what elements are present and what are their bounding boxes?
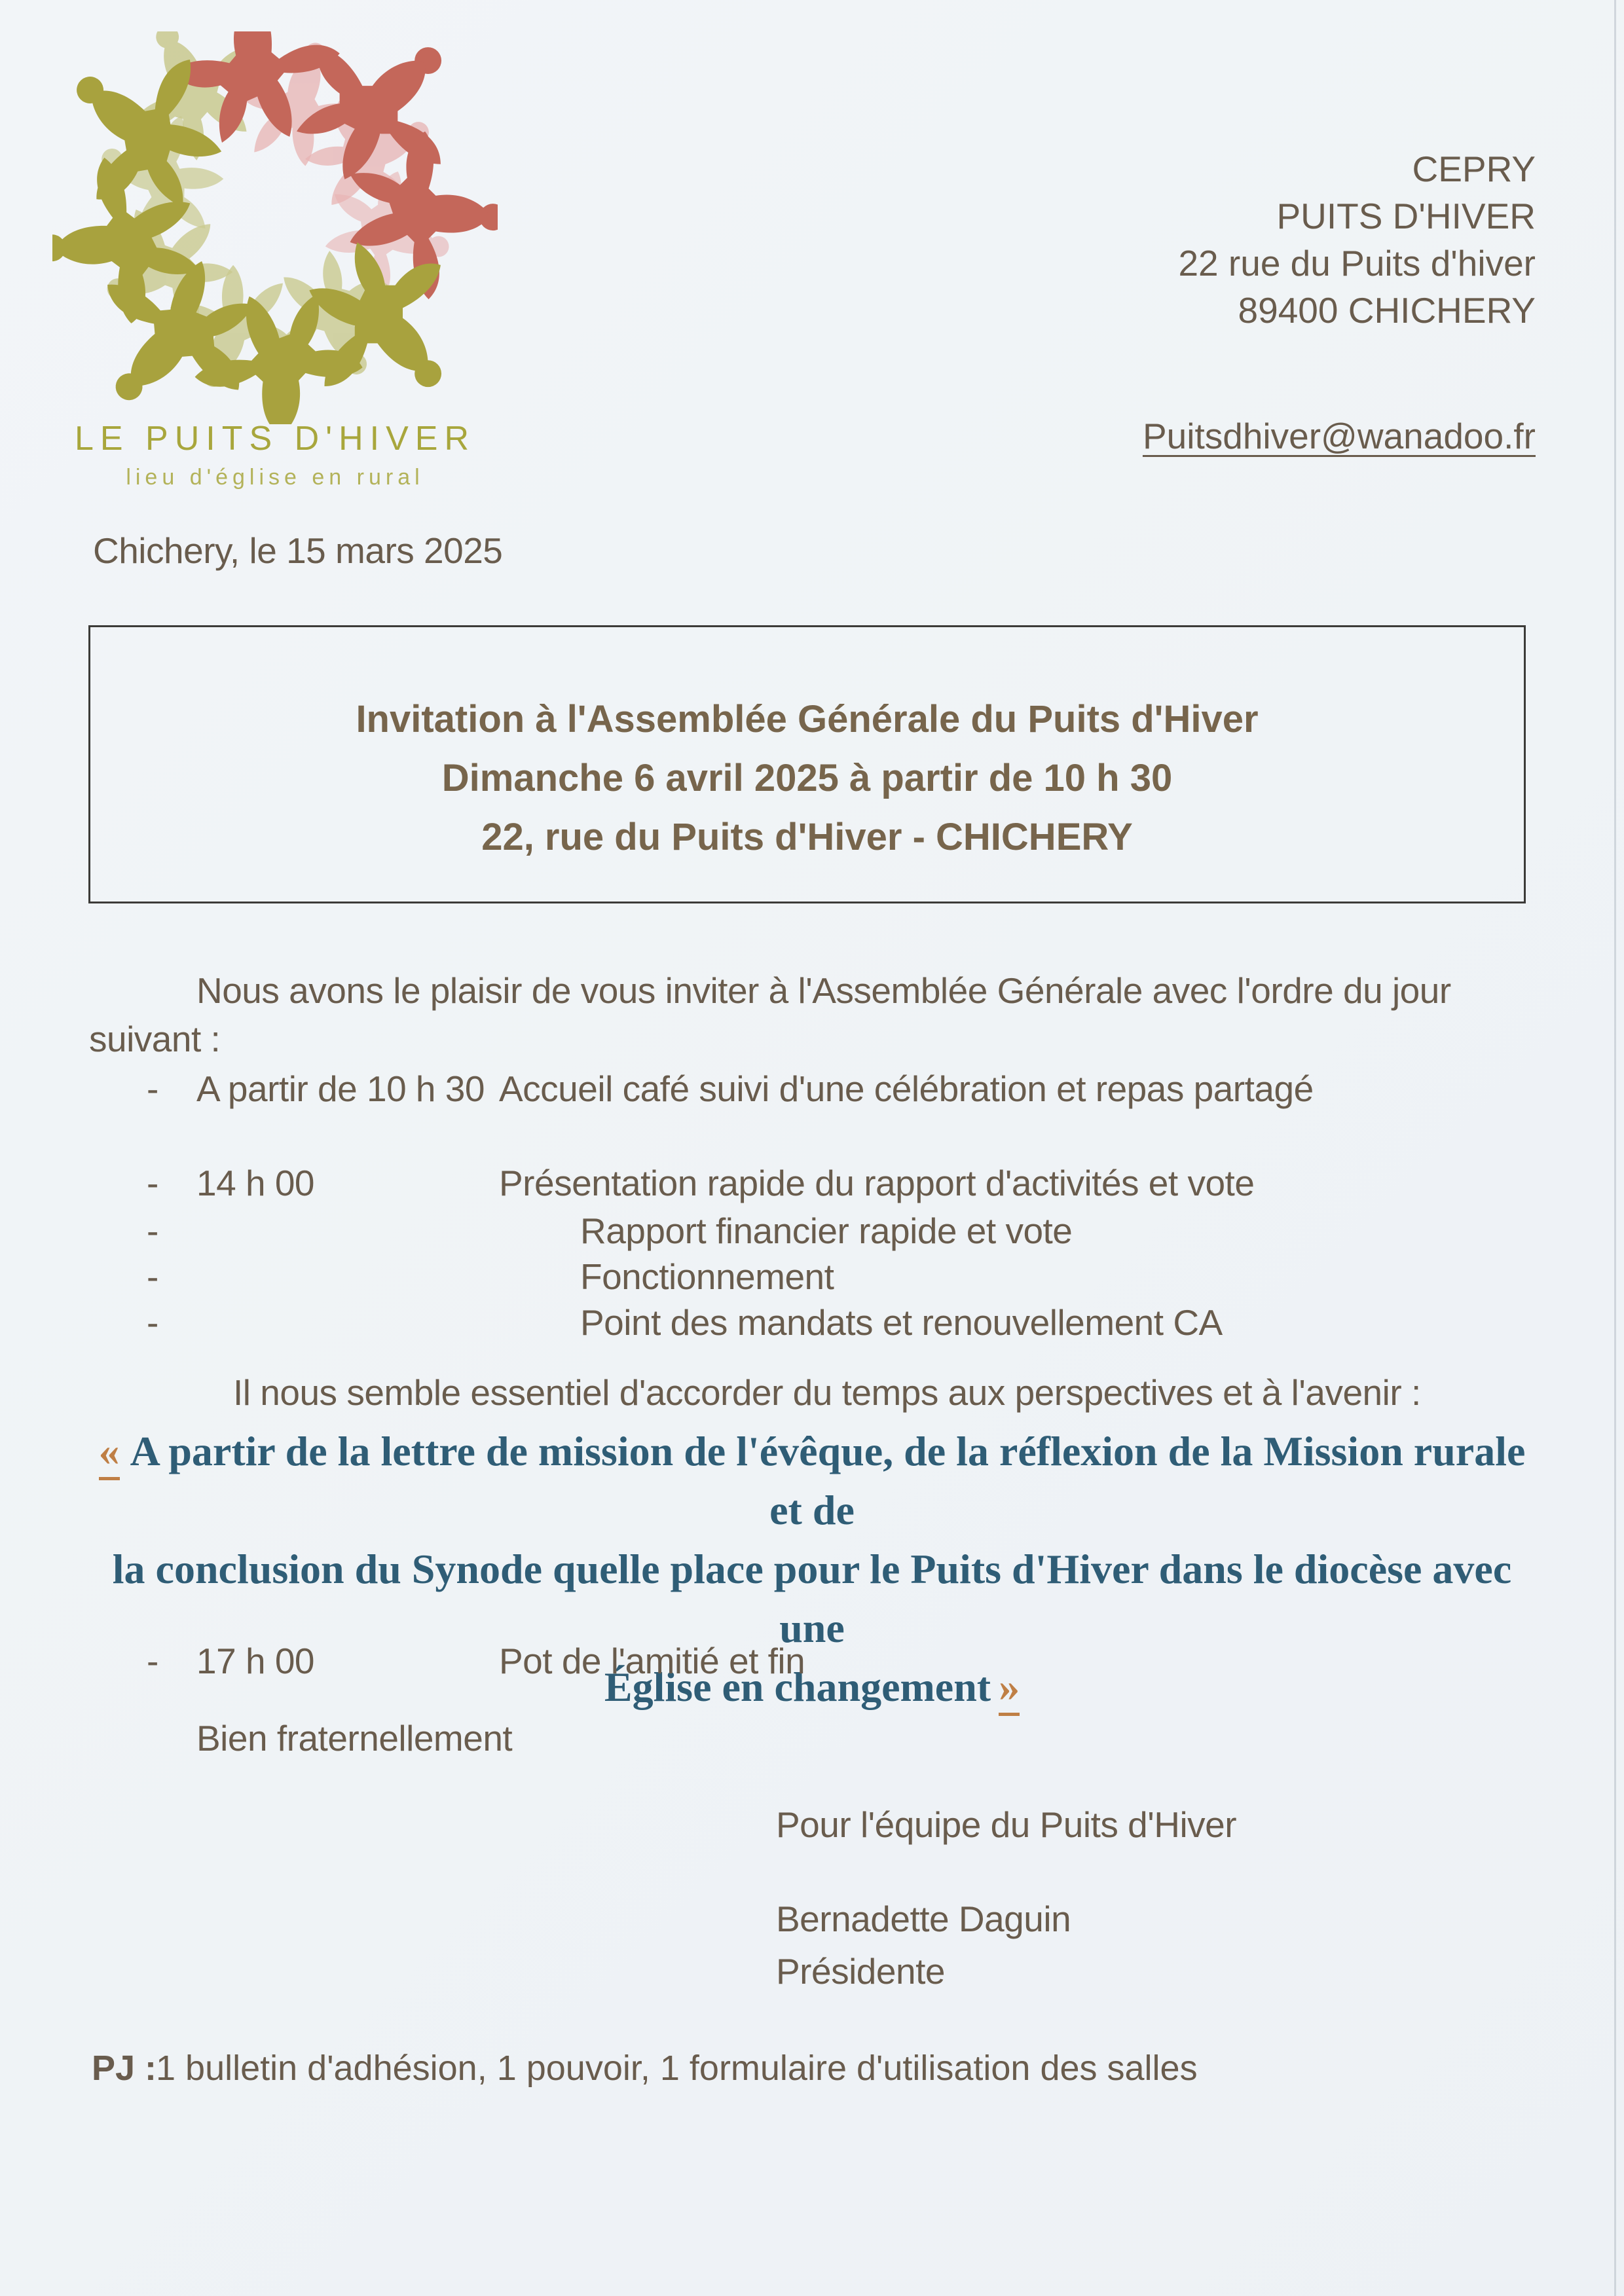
sender-city: 89400 CHICHERY <box>1238 290 1536 331</box>
sender-email: Puitsdhiver@wanadoo.fr <box>1142 416 1536 456</box>
closing-salutation: Bien fraternellement <box>196 1718 513 1758</box>
logo-block <box>52 31 498 490</box>
bullet-dash: - <box>147 1256 158 1297</box>
quote-line-1: « A partir de la lettre de mission de l'évêque, de la réflexion de la Mission rurale et de <box>98 1428 1526 1533</box>
intro-line-2: suivant : <box>89 1019 221 1059</box>
attachments-text: 1 bulletin d'adhésion, 1 pouvoir, 1 formulaire d'utilisation des salles <box>156 2049 1198 2088</box>
agenda-desc: Présentation rapide du rapport d'activités et vote <box>499 1163 1255 1203</box>
dateline: Chichery, le 15 mars 2025 <box>93 530 503 571</box>
agenda-time: 17 h 00 <box>196 1641 315 1681</box>
bullet-dash: - <box>147 1068 158 1109</box>
sender-street: 22 rue du Puits d'hiver <box>1178 243 1536 283</box>
sender-org: CEPRY <box>1412 149 1536 189</box>
agenda-desc: Pot de l'amitié et fin <box>499 1641 805 1681</box>
quote-line-2: la conclusion du Synode quelle place pour le Puits d'Hiver dans le diocèse avec une <box>112 1546 1512 1651</box>
invitation-address: 22, rue du Puits d'Hiver - CHICHERY <box>481 816 1133 858</box>
sender-address-block <box>1178 145 1536 334</box>
signature-team: Pour l'équipe du Puits d'Hiver <box>776 1804 1237 1845</box>
signature-name: Bernadette Daguin <box>776 1899 1071 1939</box>
attachments-label: PJ : <box>92 2049 157 2088</box>
open-guillemet: « <box>99 1428 120 1480</box>
bullet-dash: - <box>147 1302 158 1343</box>
intro-line-1: Nous avons le plaisir de vous inviter à l'Assemblée Générale avec l'ordre du jour <box>196 970 1451 1011</box>
bullet-dash: - <box>147 1641 158 1681</box>
agenda-row <box>0 1208 1624 1260</box>
signature-role: Présidente <box>776 1951 945 1992</box>
agenda-row-final <box>0 1638 1624 1690</box>
agenda-desc: Point des mandats et renouvellement CA <box>580 1302 1223 1343</box>
agenda-desc: Rapport financier rapide et vote <box>580 1211 1073 1251</box>
logo-title: LE PUITS D'HIVER <box>74 420 476 458</box>
agenda-time: A partir de 10 h 30 <box>196 1068 485 1109</box>
scan-edge-artifact <box>1614 0 1616 2296</box>
close-guillemet: » <box>999 1664 1020 1716</box>
agenda-row <box>0 1254 1624 1306</box>
invitation-date: Dimanche 6 avril 2025 à partir de 10 h 30 <box>441 757 1173 799</box>
invitation-box <box>88 625 1526 903</box>
agenda-row <box>0 1300 1624 1352</box>
bird-wreath-logo <box>52 31 498 424</box>
agenda-row <box>0 1160 1624 1212</box>
sender-name: PUITS D'HIVER <box>1276 196 1536 236</box>
logo-subtitle: lieu d'église en rural <box>126 465 424 490</box>
bullet-dash: - <box>147 1211 158 1251</box>
agenda-desc: Fonctionnement <box>580 1256 834 1297</box>
quote-line-3: Église en changement » <box>88 1658 1536 1717</box>
agenda-time: 14 h 00 <box>196 1163 315 1203</box>
invitation-title: Invitation à l'Assemblée Générale du Puits d'Hiver <box>356 698 1259 740</box>
perspective-line: Il nous semble essentiel d'accorder du temps aux perspectives et à l'avenir : <box>233 1372 1421 1413</box>
agenda-row <box>0 1066 1624 1118</box>
agenda-desc: Accueil café suivi d'une célébration et repas partagé <box>499 1068 1314 1109</box>
bullet-dash: - <box>147 1163 158 1203</box>
